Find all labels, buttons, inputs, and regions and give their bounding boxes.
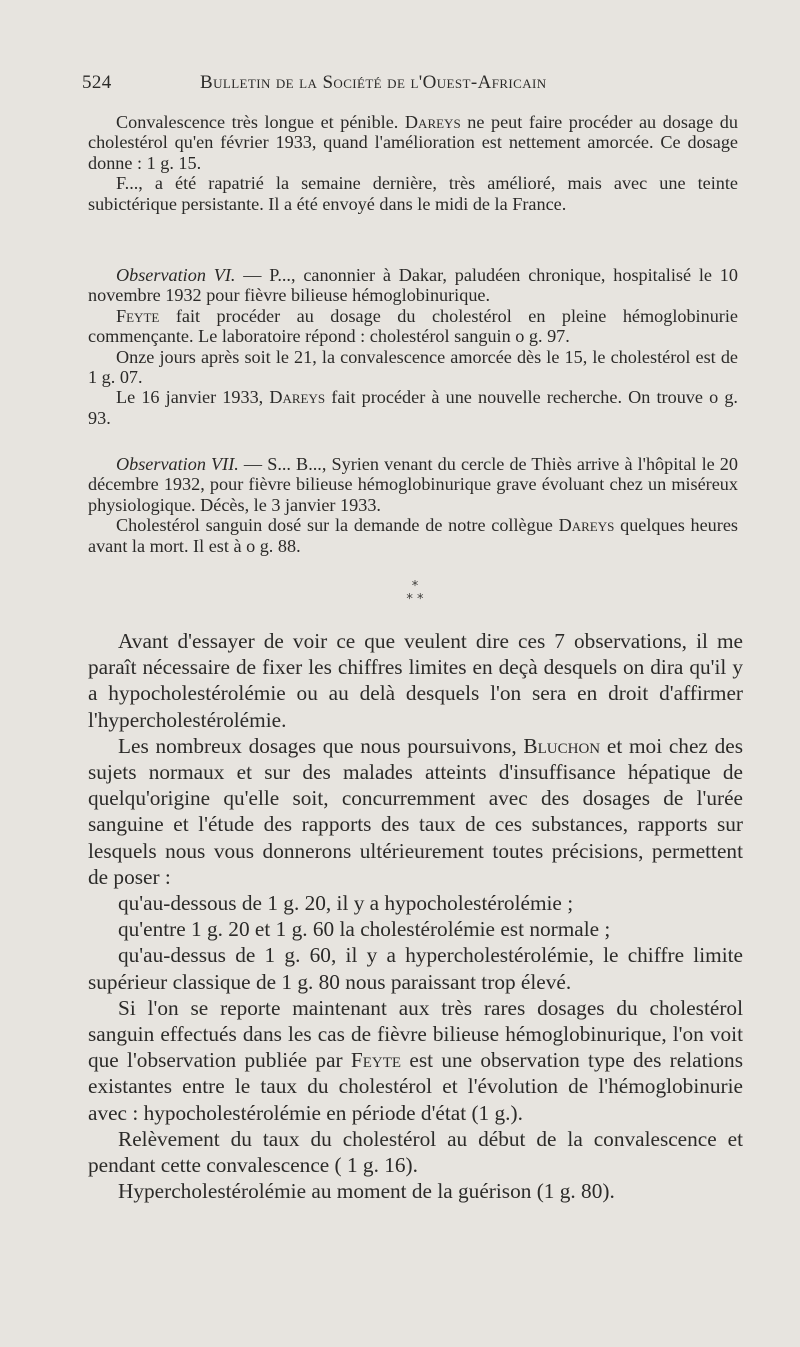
text: Cholestérol sanguin dosé sur la demande de notre collègue — [116, 515, 559, 536]
text: Convalescence très longue et pénible. — [116, 112, 405, 132]
journal-title: Bulletin de la Société de l'Ouest-Africain — [200, 72, 547, 93]
observation-title: Observation VI. — [116, 265, 236, 285]
observation-7 — [88, 454, 738, 556]
paragraph — [88, 387, 738, 428]
author-name: Feyte — [350, 1048, 402, 1073]
text: Le 16 janvier 1933, — [116, 387, 270, 408]
text: — S... B..., Syrien venant du cercle de Thiès arrive à l'hôpital le 20 décembre 1932, pour fièvre bilieuse hémoglobinurique grave évoluant chez un miséreux physiologique. Décès, le 3 janvier 1933. — [88, 454, 738, 515]
paragraph: Hypercholestérolémie au moment de la guérison (1 g. 80). — [118, 1179, 615, 1204]
paragraph: Avant d'essayer de voir ce que veulent dire ces 7 observations, il me paraît nécessaire de fixer les chiffres limites en deçà desquels on dira qu'il y a hypocholestérolémie ou au delà desquels l'on sera en droit d'affirmer l'hypercholestérolémie. — [88, 629, 743, 732]
paragraph — [88, 995, 743, 1126]
paragraph — [88, 515, 738, 556]
text: est une observation type des relations existantes entre le taux du cholestérol et l'évolution de l'hémoglobinurie avec : hypocholestérolémie en période d'état (1 g.). — [88, 1048, 743, 1125]
text: et moi chez des sujets normaux et sur des malades atteints d'insuffisance hépatique de quelqu'origine qu'elle soit, concurremment avec des dosages de l'urée sanguine et l'étude des rapports des taux de ces substances, rapports sur lesquels nous vous donnerons ultérieurement toutes précisions, permettent de poser : — [88, 733, 743, 889]
text: Les nombreux dosages que nous poursuivons, — [118, 733, 524, 758]
text: quelques heures avant la mort. Il est à o g. 88. — [88, 515, 738, 556]
paragraph — [88, 112, 738, 173]
section-separator — [395, 580, 435, 606]
paragraph: F..., a été rapatrié la semaine dernière, très amélioré, mais avec une teinte subictérique persistante. Il a été envoyé dans le midi de la France. — [88, 173, 738, 214]
text: fait procéder au dosage du cholestérol en pleine hémoglobinurie commençante. Le laboratoire répond : cholestérol sanguin o g. 97. — [88, 305, 738, 347]
page-number: 524 — [82, 72, 112, 93]
text: fait procéder à une nouvelle recherche. On trouve o g. 93. — [88, 387, 738, 428]
author-name: Dareys — [558, 515, 615, 536]
observation-6 — [88, 265, 738, 428]
section-convalescence — [88, 112, 738, 214]
paragraph — [88, 733, 743, 890]
text: — P..., canonnier à Dakar, paludéen chronique, hospitalisé le 10 novembre 1932 pour fièvre bilieuse hémoglobinurique. — [88, 265, 738, 306]
list-item: qu'au-dessous de 1 g. 20, il y a hypocholestérolémie ; — [118, 891, 574, 916]
paragraph: Onze jours après soit le 21, la convalescence amorcée dès le 15, le cholestérol est de 1 g. 07. — [88, 346, 738, 388]
running-header — [82, 72, 742, 102]
author-name: Dareys — [269, 387, 326, 408]
list-item: qu'au-dessus de 1 g. 60, il y a hypercholestérolémie, le chiffre limite supérieur classique de 1 g. 80 nous paraissant trop élevé. — [88, 943, 743, 994]
list-item: qu'entre 1 g. 20 et 1 g. 60 la cholestérolémie est normale ; — [118, 917, 611, 942]
separator-stars: * * — [406, 592, 424, 607]
observation-title: Observation VII. — [116, 454, 239, 474]
paragraph: Relèvement du taux du cholestérol au début de la convalescence et pendant cette convalescence ( 1 g. 16). — [88, 1126, 743, 1178]
paragraph — [88, 265, 738, 306]
paragraph — [88, 454, 738, 515]
author-name: Dareys — [404, 112, 461, 132]
author-name: Feyte — [116, 305, 160, 326]
text: Si l'on se reporte maintenant aux très rares dosages du cholestérol sanguin effectués dans les cas de fièvre bilieuse hémoglobinurique, l'on voit que l'observation publiée par — [88, 995, 743, 1073]
separator-star: * — [411, 579, 419, 594]
paragraph — [88, 306, 738, 347]
author-name: Bluchon — [523, 733, 601, 758]
main-discussion — [88, 628, 743, 1204]
text: ne peut faire procéder au dosage du cholestérol qu'en février 1933, quand l'amélioration est nettement amorcée. Ce dosage donne : 1 g. 15. — [88, 112, 738, 173]
